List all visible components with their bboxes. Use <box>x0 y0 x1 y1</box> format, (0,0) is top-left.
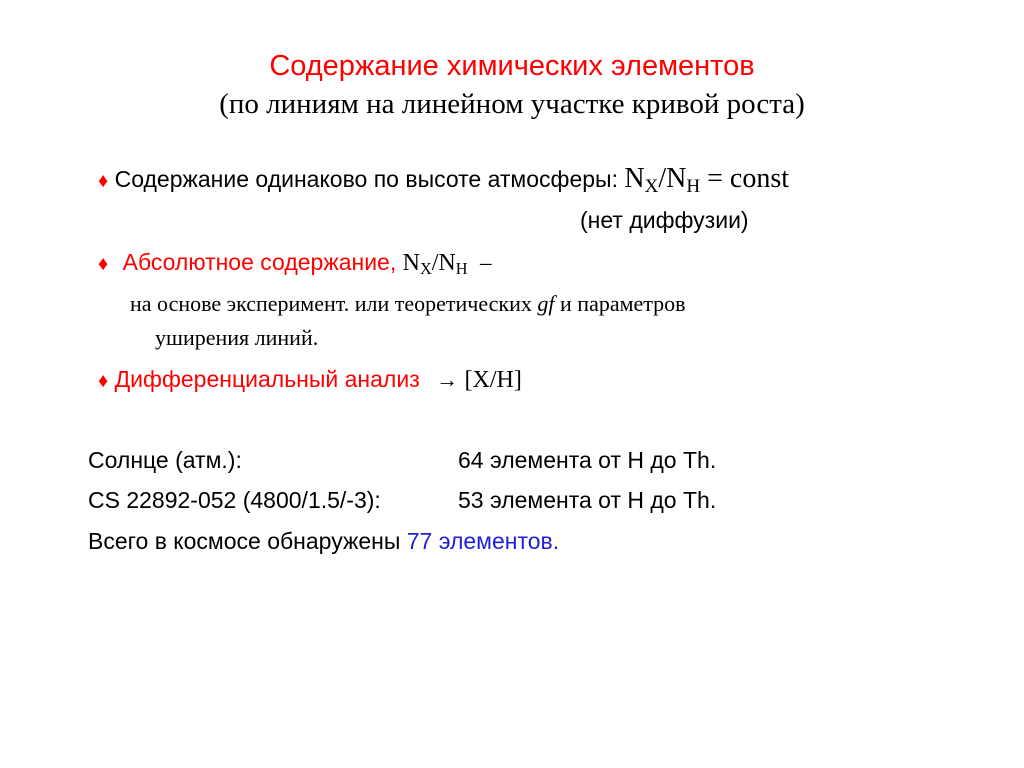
stat-label-cs22892: CS 22892-052 (4800/1.5/-3): <box>88 487 381 513</box>
formula-dash: – <box>479 250 492 275</box>
total-highlight: 77 элементов. <box>406 528 560 554</box>
formula-x-h: [X/H] <box>464 367 522 393</box>
bullet-diamond-icon: ♦ <box>98 370 109 392</box>
formula-nx-nh: $N_X/N_H$ <box>402 250 468 279</box>
bullet-2-text: Абсолютное содержание, <box>122 249 397 275</box>
slide-title: Содержание химических элементов <box>269 50 755 82</box>
stat-label-sun: Солнце (атм.): <box>88 447 242 473</box>
bullet-2-detail-line1: на основе эксперимент. или теоретических gf и параметров <box>130 291 686 316</box>
bullet-diamond-icon: ♦ <box>98 170 109 192</box>
bullet-2-detail-line2: уширения линий. <box>155 325 319 350</box>
bullet-item-3 <box>98 366 522 394</box>
stat-value-sun: 64 элемента от H до Th. <box>458 447 717 473</box>
bullet-3-text: Дифференциальный анализ <box>114 366 420 392</box>
slide-subtitle: (по линиям на линейном участке кривой роста) <box>219 88 805 120</box>
right-arrow-icon: → <box>436 367 459 392</box>
stat-value-cs22892: 53 элемента от H до Th. <box>458 487 717 513</box>
bullet-1-note: (нет диффузии) <box>580 207 749 233</box>
bullet-1-text: Содержание одинаково по высоте атмосферы: <box>114 166 618 192</box>
bullet-item-2 <box>98 249 491 279</box>
bullet-item-1 <box>98 163 789 198</box>
total-prefix: Всего в космосе обнаружены <box>88 528 407 554</box>
total-elements-line <box>88 528 559 555</box>
formula-nx-nh-const: $N_X/N_H$ = const <box>624 163 789 197</box>
bullet-diamond-icon: ♦ <box>98 253 109 275</box>
